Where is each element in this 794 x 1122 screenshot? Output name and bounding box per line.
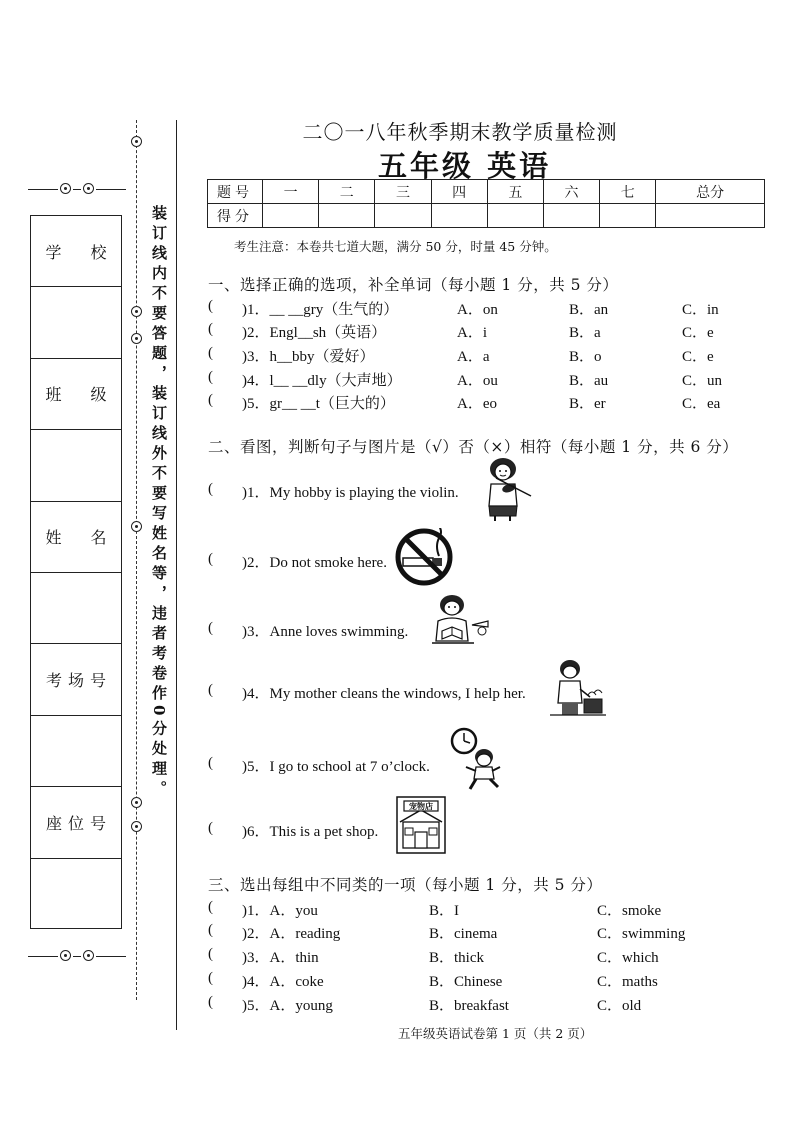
answer-paren[interactable]: ( [208,899,213,915]
option-b: B．er [569,396,606,412]
option-c: C．swimming [597,926,686,942]
binding-hole-ring [131,136,142,147]
no-smoking-icon [395,528,453,586]
question-text: )2．Do not smoke here. [242,555,387,571]
option-a: A．a [457,349,490,365]
score-cell[interactable] [263,204,319,228]
binding-dashed-line [136,120,137,1000]
question-text: )5．gr__ __t（巨大的） [242,396,395,412]
answer-paren[interactable]: ( [208,369,213,385]
binding-hole-ring [131,797,142,808]
question-text: )1．My hobby is playing the violin. [242,485,459,501]
answer-paren[interactable]: ( [208,755,213,771]
col-header: 六 [543,180,599,204]
option-b: B．I [429,903,460,919]
col-header: 五 [487,180,543,204]
class-field: 班 级 [31,359,121,430]
question-text: )2．A．reading [242,926,341,942]
binding-hole-ring [131,821,142,832]
school-blank[interactable] [31,287,121,358]
answer-paren[interactable]: ( [208,820,213,836]
name-blank[interactable] [31,573,121,644]
question-text: )4．A．coke [242,974,324,990]
score-cell[interactable] [600,204,656,228]
exam-room-blank[interactable] [31,716,121,787]
answer-paren[interactable]: ( [208,298,213,314]
option-a: A．i [457,325,488,341]
answer-paren[interactable]: ( [208,946,213,962]
binding-warning-text: 装订线内不要答题，装订线外不要写姓名等，违者考卷作0分处理。 [150,205,168,801]
exam-room-field: 考场号 [31,644,121,715]
option-a: A．ou [457,373,498,389]
seat-number-blank[interactable] [31,859,121,930]
option-b: B．thick [429,950,484,966]
score-cell-total[interactable] [656,204,765,228]
score-cell[interactable] [543,204,599,228]
top-ornament [28,183,126,195]
row-label-score: 得分 [208,204,263,228]
col-header: 一 [263,180,319,204]
option-c: C．ea [682,396,721,412]
answer-paren[interactable]: ( [208,994,213,1010]
option-b: B．au [569,373,609,389]
student-info-box [30,215,122,929]
col-header: 七 [600,180,656,204]
option-c: C．maths [597,974,658,990]
col-header-total: 总分 [656,180,765,204]
question-text: )3．h__bby（爱好） [242,349,375,365]
question-text: )3．A．thin [242,950,319,966]
option-c: C．old [597,998,642,1014]
section-1-title: 一、选择正确的选项，补全单词（每小题 1 分，共 5 分） [208,276,619,294]
score-cell[interactable] [319,204,375,228]
answer-paren[interactable]: ( [208,682,213,698]
score-cell[interactable] [431,204,487,228]
answer-paren[interactable]: ( [208,481,213,497]
score-table-header-row [208,180,765,204]
answer-paren[interactable]: ( [208,321,213,337]
col-header: 四 [431,180,487,204]
answer-paren[interactable]: ( [208,970,213,986]
woman-cooking-icon [548,657,608,719]
school-field: 学 校 [31,216,121,287]
girl-reading-icon [430,591,492,653]
bottom-ornament [28,950,126,962]
question-text: )5．A．young [242,998,333,1014]
option-b: B．a [569,325,601,341]
question-text: )1．__ __gry（生气的） [242,302,399,318]
option-b: B．breakfast [429,998,509,1014]
option-b: B．an [569,302,609,318]
question-text: )3．Anne loves swimming. [242,624,409,640]
question-text: )6．This is a pet shop. [242,824,379,840]
section-2-title: 二、看图，判断句子与图片是（√）否（×）相符（每小题 1 分，共 6 分） [208,438,739,456]
option-c: C．un [682,373,723,389]
option-a: A．eo [457,396,497,412]
question-text: )4．My mother cleans the windows, I help her. [242,686,526,702]
answer-paren[interactable]: ( [208,551,213,567]
question-text: )1．A．you [242,903,318,919]
page-footer: 五年级英语试卷第 1 页（共 2 页） [398,1026,593,1041]
binding-hole-ring [131,333,142,344]
exam-title: 五年级 英语 [378,149,552,183]
question-text: )4．l__ __dly（大声地） [242,373,402,389]
col-header: 二 [319,180,375,204]
exam-subtitle: 二〇一八年秋季期末教学质量检测 [302,120,618,144]
class-blank[interactable] [31,430,121,501]
option-b: B．Chinese [429,974,503,990]
answer-paren[interactable]: ( [208,345,213,361]
option-c: C．e [682,325,714,341]
seat-number-field: 座位号 [31,787,121,858]
question-text: )5．I go to school at 7 o’clock. [242,759,430,775]
score-table-score-row [208,204,765,228]
margin-line [176,120,177,1030]
binding-hole-ring [131,521,142,532]
option-c: C．which [597,950,659,966]
answer-paren[interactable]: ( [208,620,213,636]
section-3-title: 三、选出每组中不同类的一项（每小题 1 分，共 5 分） [208,876,603,894]
shop-icon [396,796,446,854]
option-c: C．smoke [597,903,662,919]
boy-clock-icon [446,727,504,791]
option-a: A．on [457,302,498,318]
option-b: B．cinema [429,926,498,942]
name-field: 姓 名 [31,502,121,573]
score-cell[interactable] [487,204,543,228]
score-table [207,179,765,228]
answer-paren[interactable]: ( [208,922,213,938]
binding-hole-ring [131,306,142,317]
girl-violin-icon [476,456,534,522]
answer-paren[interactable]: ( [208,392,213,408]
col-header: 三 [375,180,431,204]
exam-notice: 考生注意：本卷共七道大题，满分 50 分，时量 45 分钟。 [234,239,557,254]
option-b: B．o [569,349,602,365]
question-text: )2．Engl__sh（英语） [242,325,387,341]
row-label-question-no: 题号 [208,180,263,204]
option-c: C．in [682,302,719,318]
score-cell[interactable] [375,204,431,228]
shop-sign-text: 宠物店 [409,801,433,811]
option-c: C．e [682,349,714,365]
